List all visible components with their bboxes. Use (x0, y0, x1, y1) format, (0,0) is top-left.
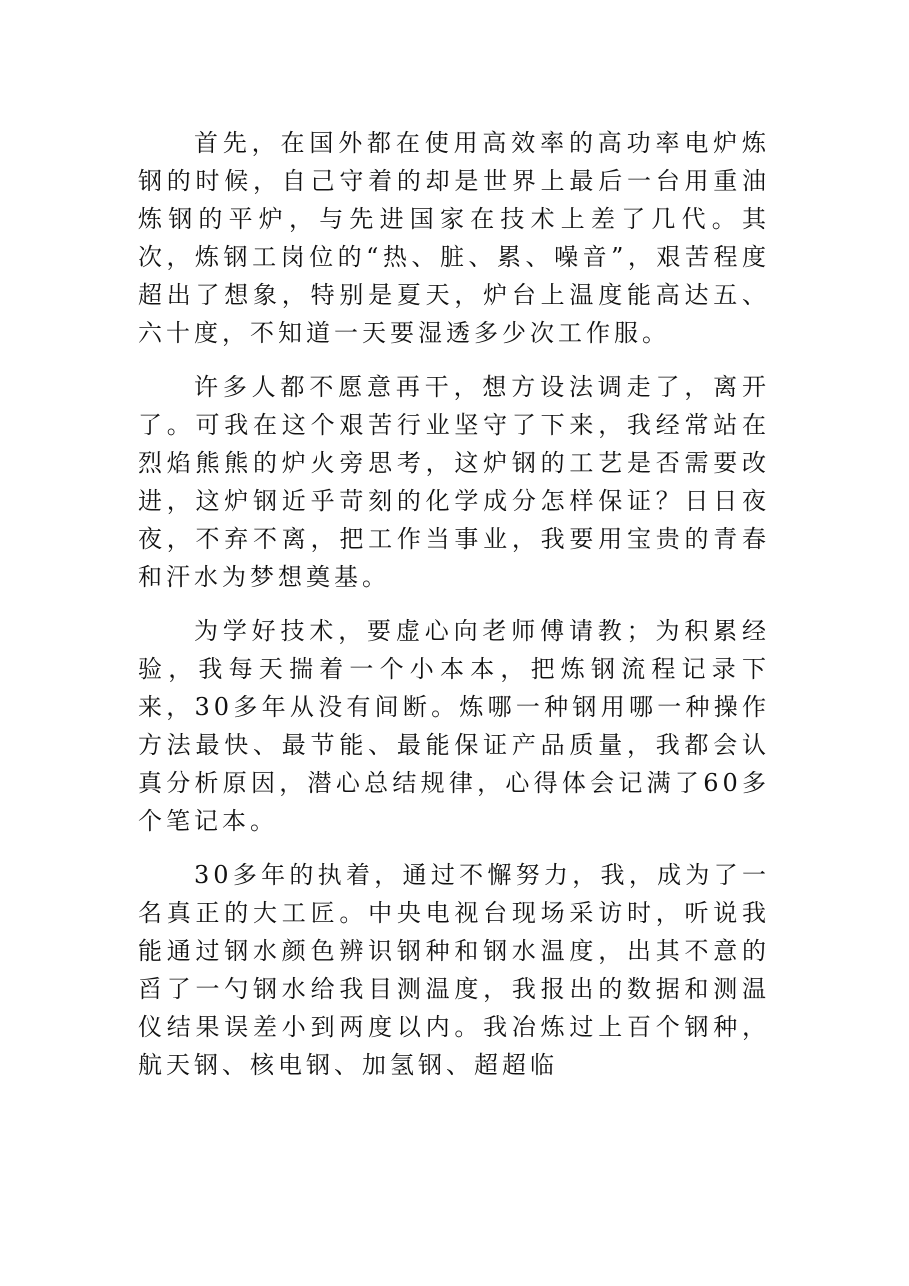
paragraph-3: 为学好技术，要虚心向老师傅请教；为积累经验，我每天揣着一个小本本，把炼钢流程记录下来，30多年从没有间断。炼哪一种钢用哪一种操作方法最快、最节能、最能保证产品质量，我都会认真分析原因，潜心总结规律，心得体会记满了60多个笔记本。 (138, 617, 770, 835)
paragraph-1: 首先，在国外都在使用高效率的高功率电炉炼钢的时候，自己守着的却是世界上最后一台用重油炼钢的平炉，与先进国家在技术上差了几代。其次，炼钢工岗位的“热、脏、累、噪音”，艰苦程度超出了想象，特别是夏天，炉台上温度能高达五、六十度，不知道一天要湿透多少次工作服。 (138, 129, 770, 347)
document-body (138, 124, 770, 1100)
paragraph-4: 30多年的执着，通过不懈努力，我，成为了一名真正的大工匠。中央电视台现场采访时，听说我能通过钢水颜色辨识钢种和钢水温度，出其不意的舀了一勺钢水给我目测温度，我报出的数据和测温仪结果误差小到两度以内。我冶炼过上百个钢种，航天钢、核电钢、加氢钢、超超临 (138, 861, 770, 1079)
paragraph-2: 许多人都不愿意再干，想方设法调走了，离开了。可我在这个艰苦行业坚守了下来，我经常站在烈焰熊熊的炉火旁思考，这炉钢的工艺是否需要改进，这炉钢近乎苛刻的化学成分怎样保证？日日夜夜，不弃不离，把工作当事业，我要用宝贵的青春和汗水为梦想奠基。 (138, 373, 770, 591)
